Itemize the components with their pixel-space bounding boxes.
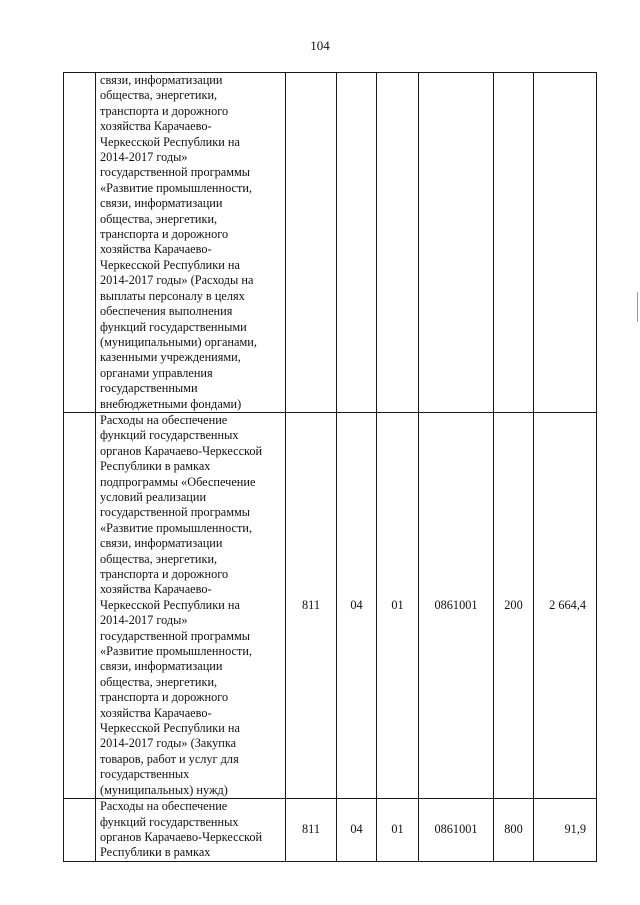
description-cell: Расходы на обеспечение функций государственных органов Карачаево-Черкесской Республики в рамках подпрограммы «Обеспечение условий реализации государственной программы «Развитие промышленности, связи, информатизации общества, энергетики, транспорта и дорожного хозяйства Карачаево- Черкесской Республики на 2014-2017 годы» государственной программы «Развитие промышленности, связи, информатизации общества, энергетики, транспорта и дорожного хозяйства Карачаево- Черкесской Республики на 2014-2017 годы» (Закупка товаров, работ и услуг для государственных (муниципальных) нужд) xyxy=(96,412,286,798)
target-article-cell xyxy=(419,73,494,413)
table-row xyxy=(64,799,597,862)
section-code-cell: 04 xyxy=(337,412,377,798)
expense-type-cell: 200 xyxy=(494,412,534,798)
target-article-cell: 0861001 xyxy=(419,412,494,798)
row-number-cell xyxy=(64,412,96,798)
table-row xyxy=(64,73,597,413)
target-article-cell: 0861001 xyxy=(419,799,494,862)
amount-cell: 91,9 xyxy=(534,799,597,862)
subsection-code-cell: 01 xyxy=(377,412,419,798)
section-code-cell: 04 xyxy=(337,799,377,862)
subsection-code-cell xyxy=(377,73,419,413)
expense-type-cell: 800 xyxy=(494,799,534,862)
ministry-code-cell: 811 xyxy=(286,412,337,798)
description-cell: Расходы на обеспечение функций государственных органов Карачаево-Черкесской Республики в рамках xyxy=(96,799,286,862)
ministry-code-cell: 811 xyxy=(286,799,337,862)
budget-table xyxy=(63,72,597,862)
amount-cell xyxy=(534,73,597,413)
expense-type-cell xyxy=(494,73,534,413)
section-code-cell xyxy=(337,73,377,413)
table-row xyxy=(64,412,597,798)
page-number: 104 xyxy=(310,38,330,53)
amount-cell: 2 664,4 xyxy=(534,412,597,798)
scan-edge-mark xyxy=(637,292,638,322)
ministry-code-cell xyxy=(286,73,337,413)
row-number-cell xyxy=(64,73,96,413)
description-cell: связи, информатизации общества, энергетики, транспорта и дорожного хозяйства Карачаево- Черкесской Республики на 2014-2017 годы» государственной программы «Развитие промышленности, связи, информатизации общества, энергетики, транспорта и дорожного хозяйства Карачаево- Черкесской Республики на 2014-2017 годы» (Расходы на выплаты персоналу в целях обеспечения выполнения функций государственными (муниципальными) органами, казенными учреждениями, органами управления государственными внебюджетными фондами) xyxy=(96,73,286,413)
row-number-cell xyxy=(64,799,96,862)
subsection-code-cell: 01 xyxy=(377,799,419,862)
